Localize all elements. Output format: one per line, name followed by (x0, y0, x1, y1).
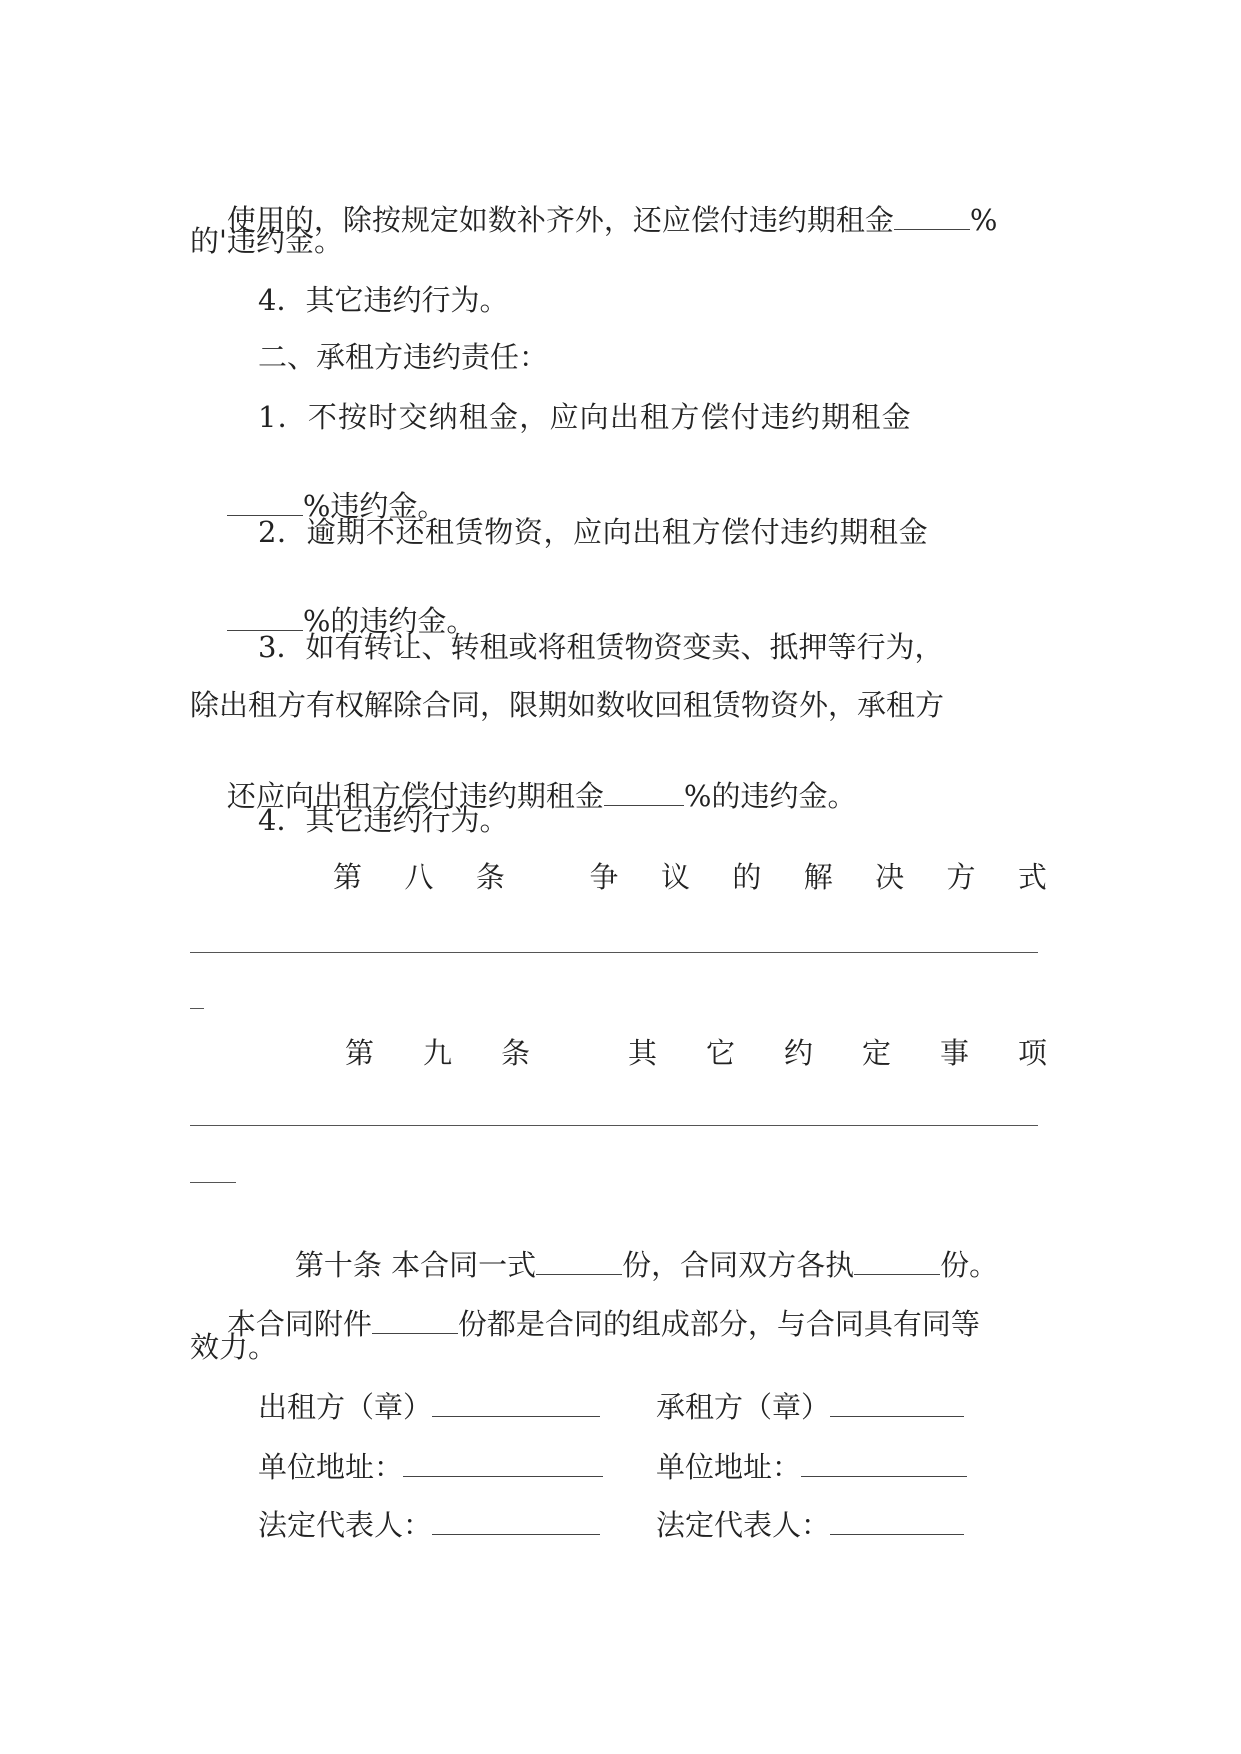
heading-char: 条 (501, 1036, 531, 1070)
fill-blank (372, 1307, 458, 1334)
text-line: 3．如有转让、转租或将租赁物资变卖、抵押等行为， (258, 630, 944, 664)
text-line: 4．其它违约行为。 (258, 803, 509, 837)
lessee-representative-label: 法定代表人： (656, 1508, 831, 1542)
text-segment: 份。 (940, 1248, 999, 1282)
text-line: 的'违约金。 (190, 224, 343, 258)
heading-char: 事 (939, 1036, 969, 1070)
heading-char: 决 (875, 860, 905, 894)
article-8-heading (333, 860, 1047, 894)
fill-blank (830, 1392, 964, 1417)
heading-char: 第 (333, 860, 363, 894)
fill-blank (801, 1452, 967, 1477)
heading-char: 方 (946, 860, 976, 894)
heading-char: 议 (660, 860, 690, 894)
heading-char: 定 (861, 1036, 891, 1070)
fill-blank (604, 779, 684, 806)
fill-blank (432, 1392, 600, 1417)
lessor-address-field (258, 1450, 603, 1484)
fill-blank (432, 1510, 600, 1535)
lessee-representative-field (656, 1508, 964, 1542)
lessee-address-field (656, 1450, 967, 1484)
fill-blank (227, 489, 303, 516)
section-heading: 二、承租方违约责任： (258, 340, 549, 374)
fill-line (190, 1125, 1038, 1126)
lessor-seal-label: 出租方（章） (258, 1390, 433, 1424)
text-segment: %的违约金。 (683, 779, 857, 813)
article-9-heading (345, 1036, 1047, 1070)
fill-line (190, 1008, 204, 1009)
lessor-address-label: 单位地址： (258, 1450, 404, 1484)
heading-char: 约 (783, 1036, 813, 1070)
text-segment: %的违约金。 (302, 604, 476, 638)
fill-line (190, 952, 1038, 953)
text-segment: 第十条 本合同一式 (294, 1248, 537, 1282)
heading-char: 九 (423, 1036, 453, 1070)
heading-char: 八 (404, 860, 434, 894)
lessor-seal-field (258, 1390, 600, 1424)
heading-char: 它 (705, 1036, 735, 1070)
fill-blank (854, 1248, 940, 1275)
heading-char: 争 (589, 860, 619, 894)
lessee-address-label: 单位地址： (656, 1450, 802, 1484)
text-segment: 使用的，除按规定如数补齐外，还应偿付违约期租金 (226, 203, 894, 237)
lessor-representative-field (258, 1508, 600, 1542)
text-segment: 份，合同双方各执 (622, 1248, 855, 1282)
heading-char: 解 (803, 860, 833, 894)
text-segment: 还应向出租方偿付违约期租金 (226, 779, 604, 813)
lessee-seal-field (656, 1390, 964, 1424)
fill-blank (894, 203, 970, 230)
heading-char: 式 (1017, 860, 1047, 894)
text-line: 效力。 (190, 1330, 278, 1364)
text-segment: % (969, 203, 998, 237)
heading-char: 项 (1017, 1036, 1047, 1070)
fill-blank (830, 1510, 964, 1535)
text-segment: 份都是合同的组成部分，与合同具有同等 (457, 1307, 980, 1341)
heading-char: 其 (627, 1036, 657, 1070)
fill-line (190, 1182, 236, 1183)
heading-char: 第 (345, 1036, 375, 1070)
text-line: 2．逾期不还租赁物资，应向出租方偿付违约期租金 (258, 515, 929, 549)
lessee-seal-label: 承租方（章） (656, 1390, 831, 1424)
text-line: 4．其它违约行为。 (258, 283, 509, 317)
heading-char: 条 (475, 860, 505, 894)
text-segment: %违约金。 (302, 489, 447, 523)
lessor-representative-label: 法定代表人： (258, 1508, 433, 1542)
fill-blank (403, 1452, 603, 1477)
fill-blank (227, 604, 303, 631)
text-line (190, 1273, 980, 1375)
text-segment: 本合同附件 (226, 1307, 372, 1341)
text-line: 除出租方有权解除合同，限期如数收回租赁物资外，承租方 (190, 688, 945, 722)
text-line: 1．不按时交纳租金，应向出租方偿付违约期租金 (258, 400, 912, 434)
fill-blank (536, 1248, 622, 1275)
heading-char: 的 (732, 860, 762, 894)
